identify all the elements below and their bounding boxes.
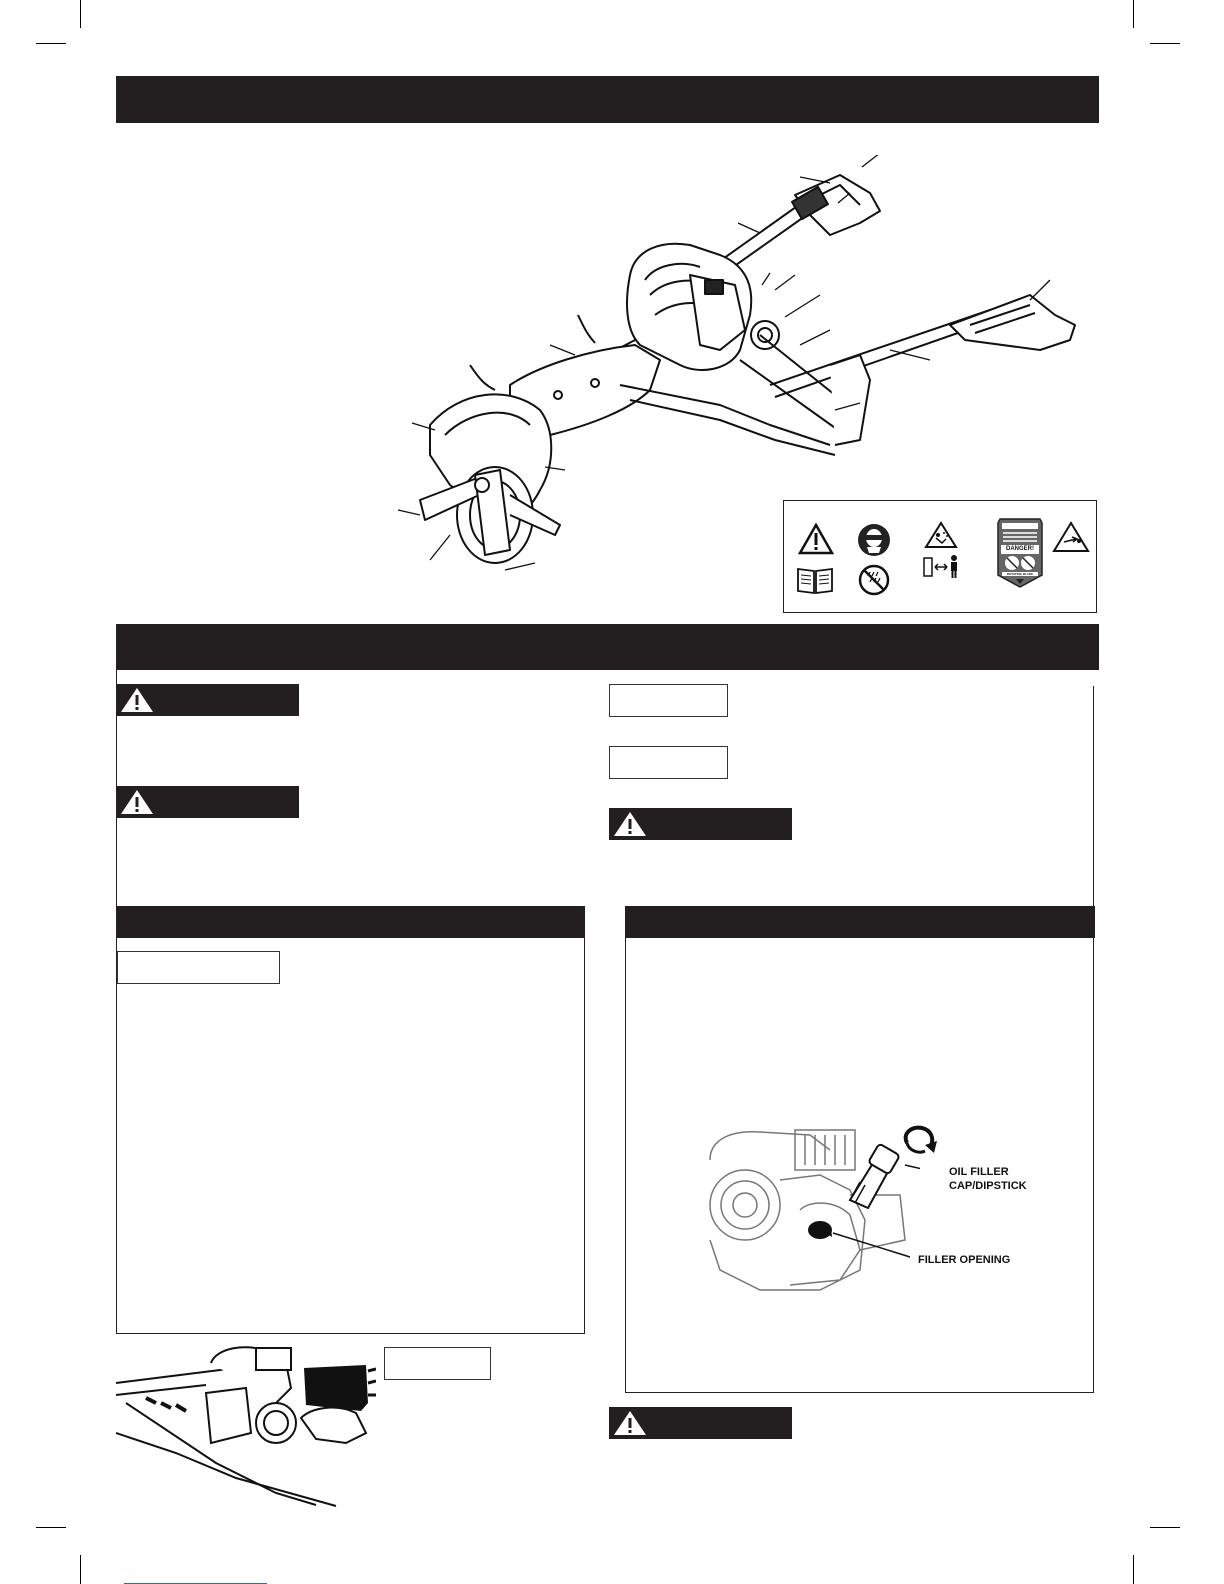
note-label-box	[609, 684, 728, 717]
subsection-panel-left	[116, 938, 585, 1334]
warning-label-bar	[116, 684, 299, 716]
alert-triangle-icon	[120, 687, 154, 713]
oil-filler-cap-label: OIL FILLER CAP/DIPSTICK	[949, 1166, 1027, 1192]
subsection-header-bar-left	[116, 906, 585, 938]
subsection-header-bar-right	[625, 906, 1095, 938]
rotate-arrow-icon	[897, 1123, 939, 1159]
section-header-bar-middle	[116, 624, 1099, 670]
warnings-panel-right-rule	[1093, 686, 1094, 906]
filler-opening-label: FILLER OPENING	[918, 1254, 1011, 1266]
bystander-distance-icon	[922, 553, 962, 579]
flying-debris-icon	[924, 521, 958, 549]
section-header-bar-top	[116, 76, 1099, 123]
warning-label-bar	[609, 1407, 792, 1439]
crop-mark	[1133, 1555, 1134, 1584]
crop-mark	[1150, 1527, 1180, 1528]
maintenance-illustration	[116, 1343, 376, 1511]
crop-mark	[80, 1555, 81, 1584]
alert-triangle-icon	[613, 811, 647, 837]
alert-triangle-icon	[120, 789, 154, 815]
crop-mark	[1150, 43, 1180, 44]
warning-label-bar	[116, 786, 299, 818]
safety-symbols-panel	[783, 500, 1097, 613]
crop-mark	[36, 43, 66, 44]
warning-label-bar	[609, 808, 792, 840]
danger-sticker-icon	[996, 517, 1044, 589]
blade-hazard-icon	[1052, 521, 1090, 553]
sticker-footer: ROTATING BLADE	[1006, 572, 1034, 576]
sticker-title: DANGER!	[1006, 546, 1034, 552]
note-label-box	[384, 1347, 491, 1380]
note-label-box	[609, 746, 728, 779]
crop-mark	[80, 0, 81, 28]
crop-mark	[1133, 0, 1134, 28]
crop-mark	[36, 1527, 66, 1528]
oil-filler-figure	[700, 1120, 920, 1300]
face-shield-icon	[857, 523, 891, 557]
no-rain-icon	[858, 564, 890, 596]
warning-triangle-icon	[798, 523, 834, 555]
note-label-box	[117, 951, 280, 984]
alert-triangle-icon	[613, 1410, 647, 1436]
manual-book-icon	[796, 565, 834, 595]
